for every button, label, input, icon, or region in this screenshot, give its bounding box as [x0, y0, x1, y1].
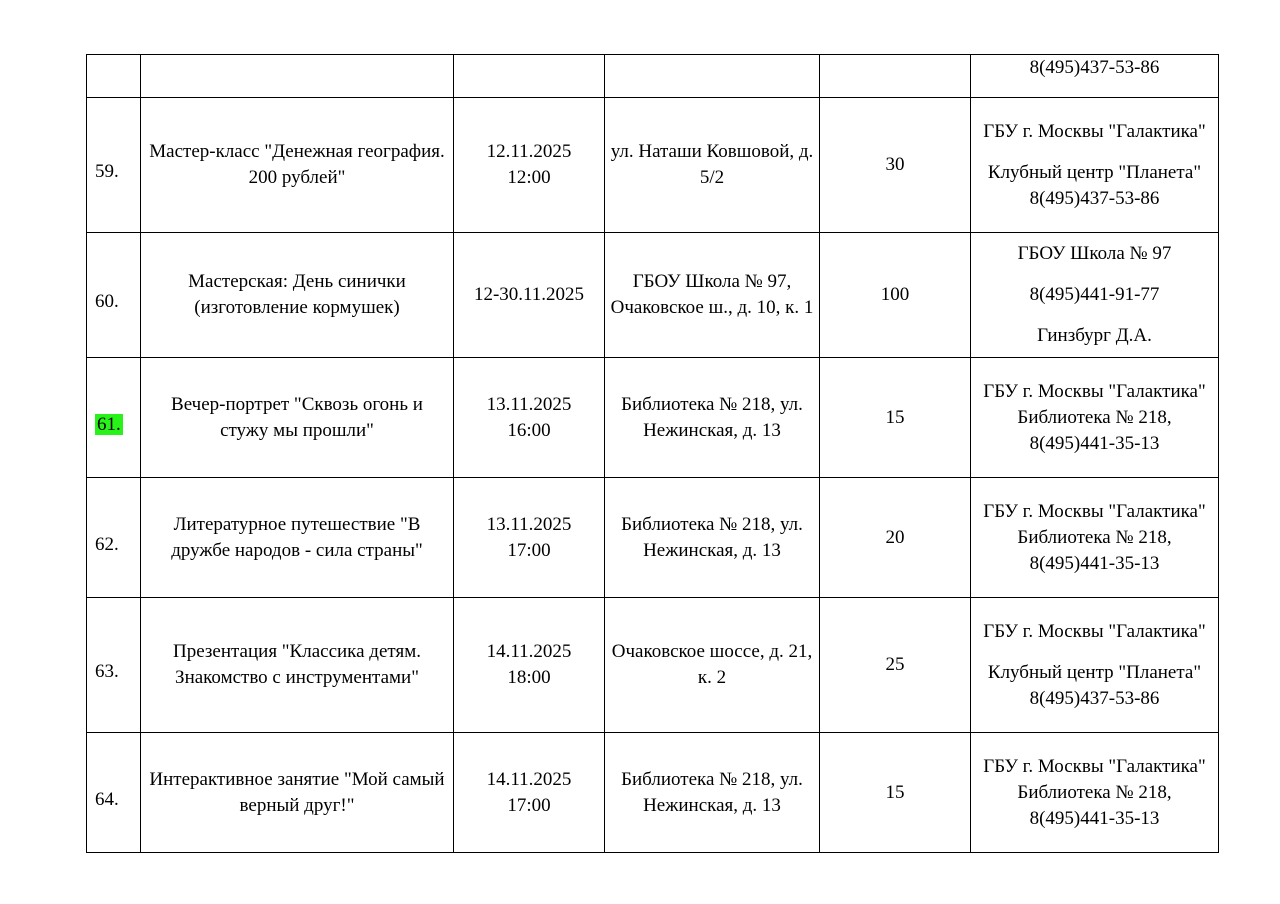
row-number: 63.	[87, 598, 141, 733]
event-organizer	[971, 55, 1219, 98]
table-row	[87, 98, 1219, 233]
row-number	[87, 358, 141, 478]
event-title: Литературное путешествие "В дружбе народов - сила страны"	[141, 478, 454, 598]
event-title: Мастерская: День синички (изготовление кормушек)	[141, 233, 454, 358]
event-date	[454, 733, 605, 853]
organizer-phone: 8(495)437-53-86	[1029, 187, 1160, 209]
table-row	[87, 598, 1219, 733]
event-count	[820, 55, 971, 98]
event-place: Библиотека № 218, ул. Нежинская, д. 13	[605, 733, 820, 853]
table-row	[87, 233, 1219, 358]
event-organizer	[971, 233, 1219, 358]
table-row	[87, 733, 1219, 853]
event-organizer: ГБУ г. Москвы "Галактика" Библиотека № 218, 8(495)441-35-13	[971, 733, 1219, 853]
event-date-time: 18:00	[507, 667, 551, 688]
row-number-highlight: 61.	[97, 413, 121, 435]
event-place: Библиотека № 218, ул. Нежинская, д. 13	[605, 358, 820, 478]
event-date	[454, 233, 605, 358]
event-organizer	[971, 98, 1219, 233]
organizer-phone: 8(495)441-91-77	[1029, 284, 1160, 305]
event-place: ГБОУ Школа № 97, Очаковское ш., д. 10, к. 1	[605, 233, 820, 358]
event-date-time: 17:00	[507, 794, 551, 816]
organizer-venue: Клубный центр "Планета"	[987, 661, 1202, 683]
table-row	[87, 478, 1219, 598]
event-count: 30	[820, 98, 971, 233]
event-date-time: 17:00	[507, 539, 551, 561]
event-title: Презентация "Классика детям. Знакомство с инструментами"	[141, 598, 454, 733]
events-table	[86, 54, 1219, 853]
event-organizer	[971, 598, 1219, 733]
event-date-time: 12:00	[507, 167, 551, 188]
event-date	[454, 358, 605, 478]
event-date-day: 12.11.2025	[486, 141, 572, 162]
row-number	[87, 55, 141, 98]
event-place: Очаковское шоссе, д. 21, к. 2	[605, 598, 820, 733]
event-date-day: 13.11.2025	[486, 513, 572, 535]
event-date-day: 14.11.2025	[486, 768, 572, 790]
event-count: 15	[820, 358, 971, 478]
event-count: 20	[820, 478, 971, 598]
organizer-contact: Гинзбург Д.А.	[1037, 325, 1152, 346]
table-row	[87, 55, 1219, 98]
event-date-day: 12-30.11.2025	[473, 284, 585, 305]
event-count: 15	[820, 733, 971, 853]
event-date-time: 16:00	[507, 419, 551, 441]
organizer-venue: Клубный центр "Планета"	[987, 161, 1202, 183]
event-date	[454, 55, 605, 98]
event-title: Мастер-класс "Денежная география. 200 рублей"	[141, 98, 454, 233]
organizer-phone: 8(495)437-53-86	[1029, 57, 1160, 78]
organizer-name: ГБУ г. Москвы "Галактика"	[983, 620, 1206, 642]
table-row	[87, 358, 1219, 478]
event-date	[454, 478, 605, 598]
event-organizer: ГБУ г. Москвы "Галактика" Библиотека № 218, 8(495)441-35-13	[971, 358, 1219, 478]
row-number: 62.	[87, 478, 141, 598]
event-date	[454, 98, 605, 233]
row-number: 59.	[87, 98, 141, 233]
event-count: 100	[820, 233, 971, 358]
event-place	[605, 55, 820, 98]
event-date	[454, 598, 605, 733]
event-place: ул. Наташи Ковшовой, д. 5/2	[605, 98, 820, 233]
event-date-day: 13.11.2025	[486, 393, 572, 415]
row-number: 64.	[87, 733, 141, 853]
event-organizer: ГБУ г. Москвы "Галактика" Библиотека № 218, 8(495)441-35-13	[971, 478, 1219, 598]
event-title: Интерактивное занятие "Мой самый верный друг!"	[141, 733, 454, 853]
event-date-day: 14.11.2025	[486, 641, 572, 662]
organizer-name: ГБУ г. Москвы "Галактика"	[983, 120, 1206, 142]
event-title: Вечер-портрет "Сквозь огонь и стужу мы прошли"	[141, 358, 454, 478]
organizer-phone: 8(495)437-53-86	[1029, 687, 1160, 709]
row-number: 60.	[87, 233, 141, 358]
organizer-name: ГБОУ Школа № 97	[1017, 243, 1172, 264]
event-title	[141, 55, 454, 98]
event-place: Библиотека № 218, ул. Нежинская, д. 13	[605, 478, 820, 598]
event-count: 25	[820, 598, 971, 733]
